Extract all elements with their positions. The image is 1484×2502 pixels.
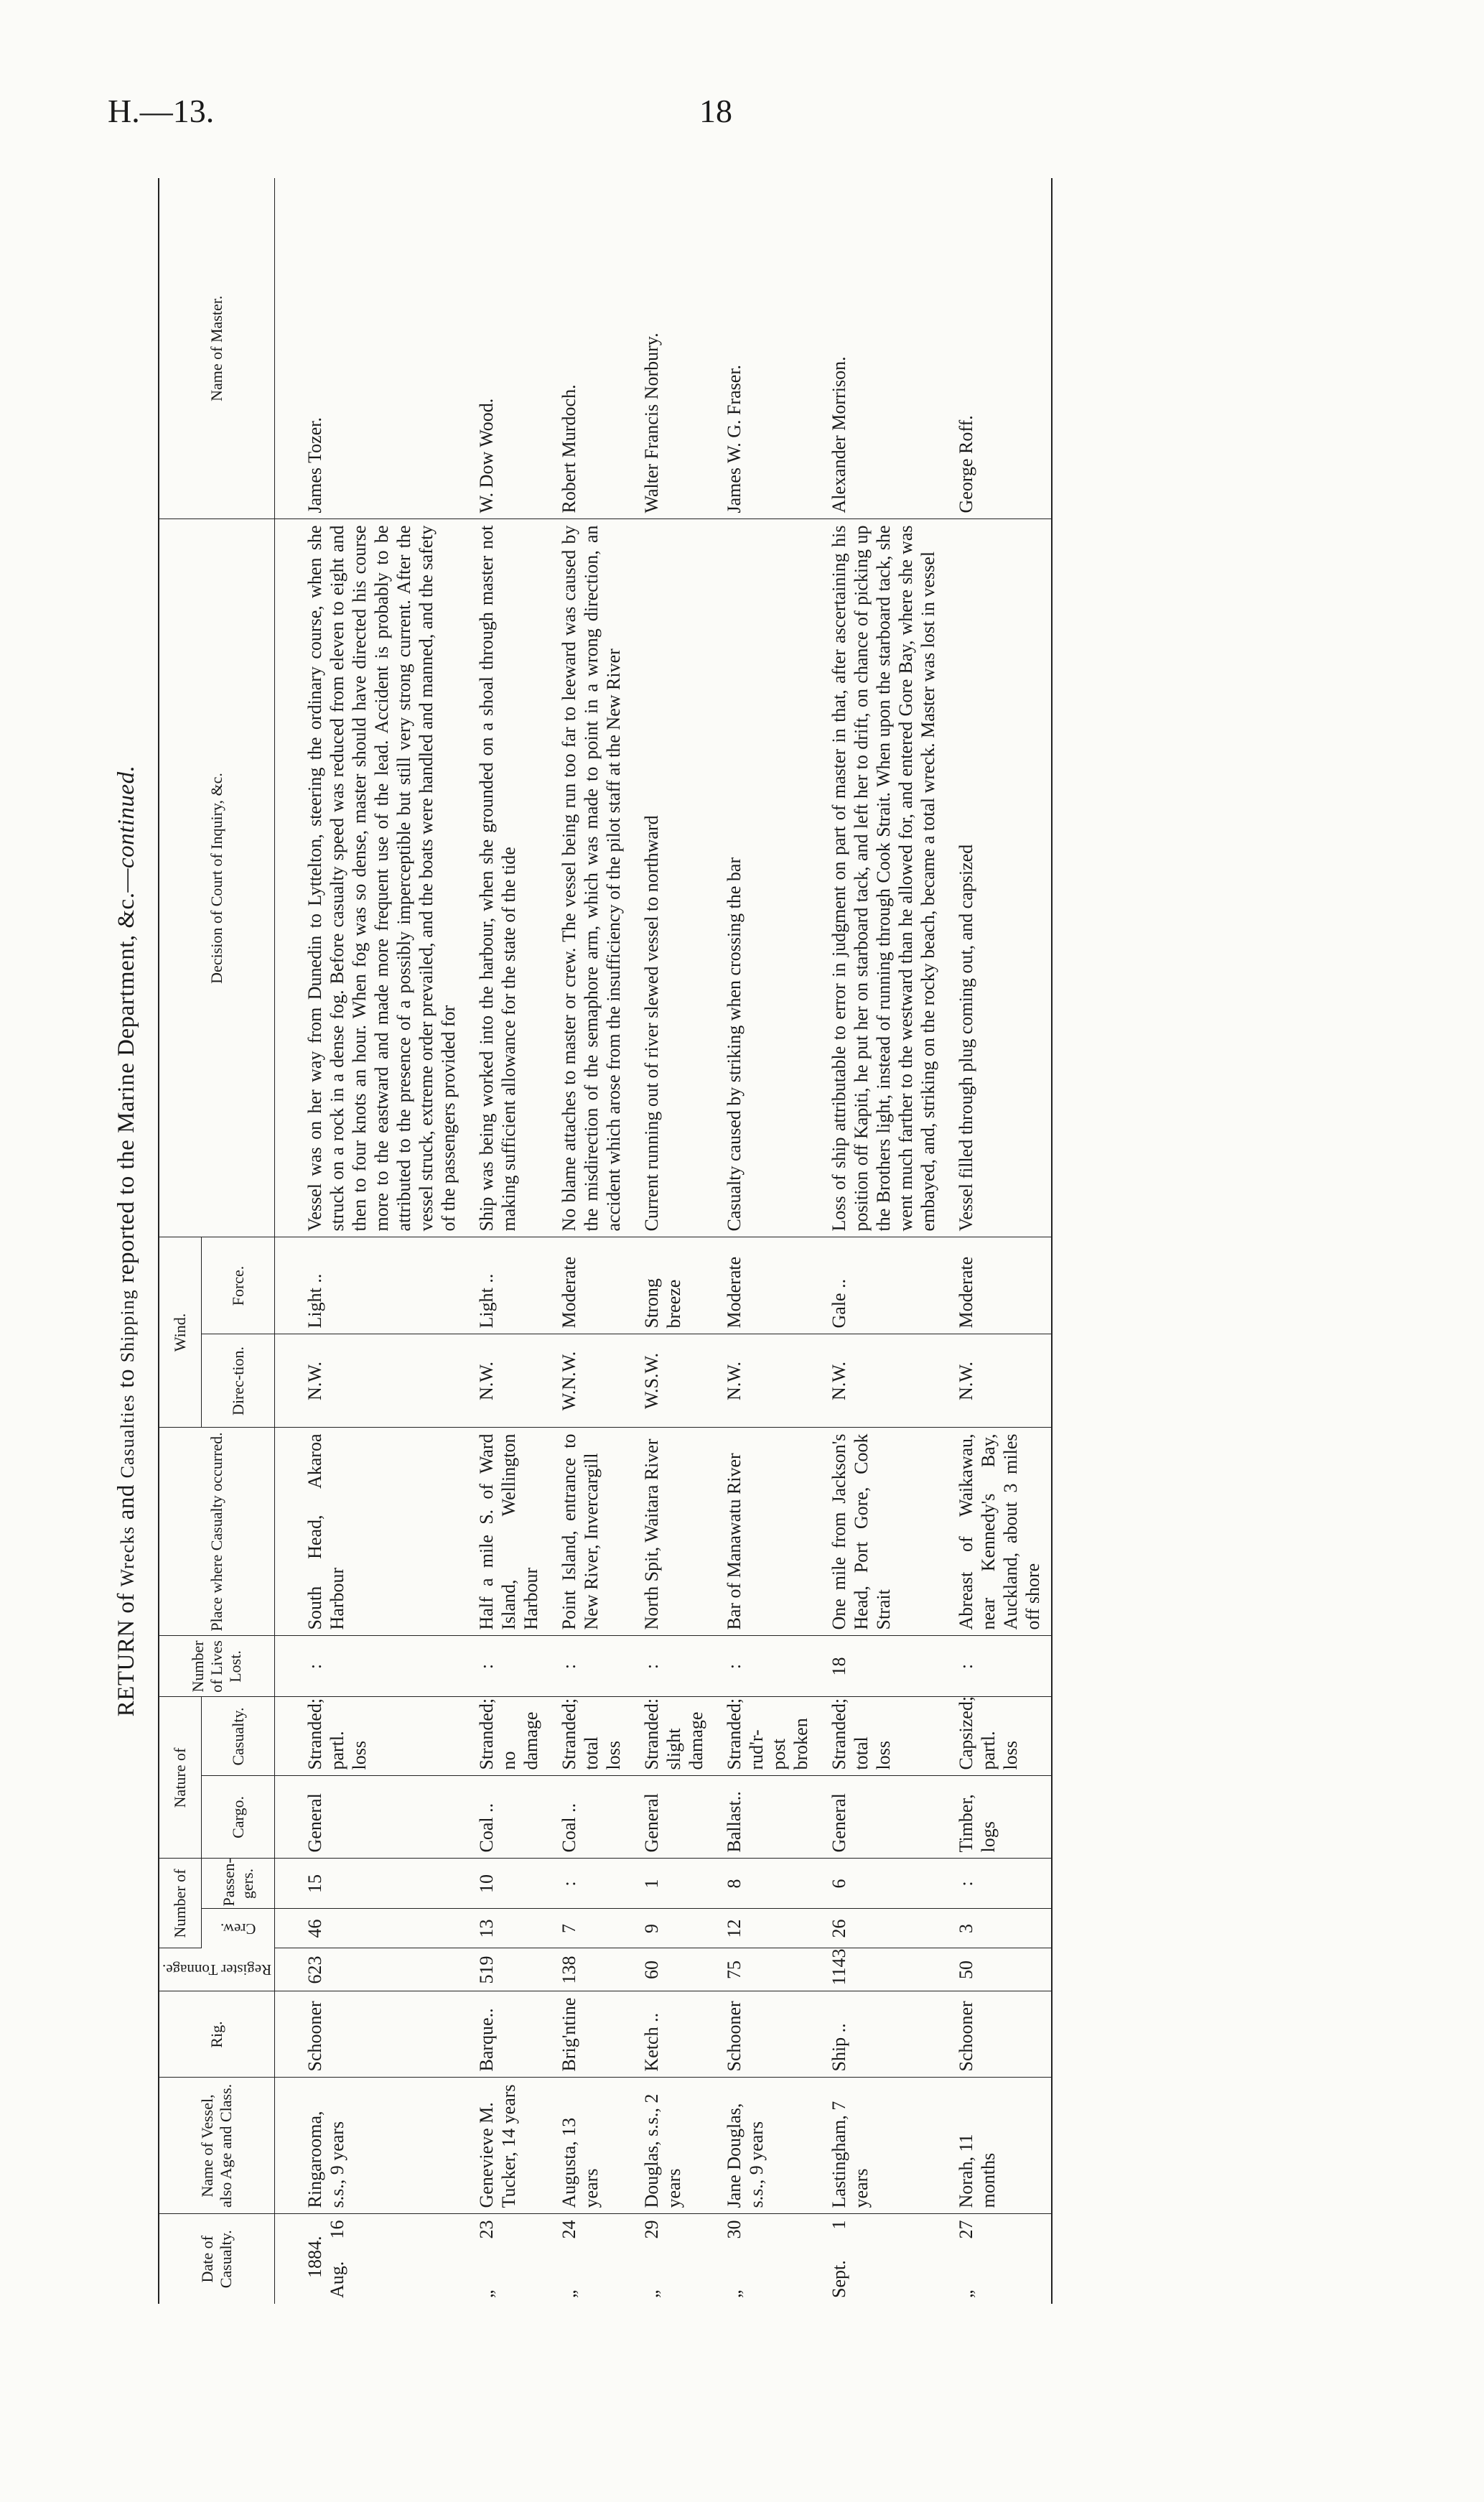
force-cell: Light ..	[459, 1237, 542, 1334]
date-cell: „ 24	[559, 2220, 580, 2298]
header-wind: Wind.	[159, 1237, 201, 1428]
vessel-cell: Ringarooma, s.s., 9 years	[275, 2078, 460, 2214]
vessel-cell: Douglas, s.s., 2 years	[625, 2078, 707, 2214]
tonnage-cell: 50	[939, 1948, 1052, 1991]
rig-cell: Schooner	[275, 1991, 460, 2078]
date-cell: „ 27	[939, 2214, 1052, 2304]
tonnage-cell: 519	[459, 1948, 542, 1991]
place-cell: Bar of Manawatu River	[707, 1428, 812, 1636]
passengers-cell: 6	[812, 1859, 939, 1909]
place-cell: South Head, Akaroa Harbour	[275, 1428, 460, 1636]
date-cell: Sept. 1	[829, 2220, 850, 2298]
vessel-cell: Norah, 11 months	[939, 2078, 1052, 2214]
rig-cell: Brig'ntine	[542, 1991, 625, 2078]
header-master: Name of Master.	[159, 178, 275, 519]
casualty-cell: Stranded; total loss	[542, 1697, 625, 1776]
rig-cell: Ketch ..	[625, 1991, 707, 2078]
date-cell: „ 29	[641, 2220, 663, 2298]
lives-cell: :	[707, 1636, 812, 1697]
tonnage-cell: 60	[625, 1948, 707, 1991]
passengers-cell: :	[939, 1859, 1052, 1909]
crew-cell: 3	[939, 1909, 1052, 1948]
tonnage-cell: 75	[707, 1948, 812, 1991]
decision-cell: Loss of ship attributable to error in judgment on part of master in that, after ascertaining his position off Kapiti, he put her on starboard tack, and left her to drift, on chance of picking up the Brothers light, instead of running through Cook Strait. When upon the starboard tack, she went much farther to the westward than he allowed for, and entered Gore Bay, where she was embayed, and, striking on the rocky beach, became a total wreck. Master was lost in vessel	[812, 519, 939, 1237]
crew-cell: 9	[625, 1909, 707, 1948]
direction-cell: N.W.	[939, 1334, 1052, 1428]
rig-cell: Barque..	[459, 1991, 542, 2078]
header-lives-lost: Number of Lives Lost.	[159, 1636, 275, 1697]
table-row	[542, 178, 625, 2304]
header-number-of: Number of	[159, 1859, 201, 1948]
crew-cell: 46	[275, 1909, 460, 1948]
casualty-cell: Capsized; partl. loss	[939, 1697, 1052, 1776]
place-cell: North Spit, Waitara River	[625, 1428, 707, 1636]
header-direction: Direc-tion.	[201, 1334, 274, 1428]
direction-cell: N.W.	[812, 1334, 939, 1428]
header-cargo: Cargo.	[201, 1776, 274, 1859]
master-cell: James W. G. Fraser.	[707, 178, 812, 519]
casualty-cell: Stranded; partl. loss	[275, 1697, 460, 1776]
table-row	[459, 178, 542, 2304]
force-cell: Gale ..	[812, 1237, 939, 1334]
table-row	[939, 178, 1052, 2304]
master-cell: Robert Murdoch.	[542, 178, 625, 519]
lives-cell: :	[275, 1636, 460, 1697]
header-decision: Decision of Court of Inquiry, &c.	[159, 519, 275, 1237]
header-force: Force.	[201, 1237, 274, 1334]
force-cell: Moderate	[542, 1237, 625, 1334]
cargo-cell: General	[625, 1776, 707, 1859]
place-cell: Abreast of Waikawau, near Kennedy's Bay, Auckland, about 3 miles off shore	[939, 1428, 1052, 1636]
master-cell: James Tozer.	[275, 178, 460, 519]
force-cell: Moderate	[939, 1237, 1052, 1334]
cargo-cell: General	[812, 1776, 939, 1859]
lives-cell: :	[459, 1636, 542, 1697]
casualty-cell: Stranded: slight damage	[625, 1697, 707, 1776]
direction-cell: W.S.W.	[625, 1334, 707, 1428]
document-reference: H.—13.	[108, 93, 215, 129]
decision-cell: Vessel filled through plug coming out, and capsized	[939, 519, 1052, 1237]
table-row	[625, 178, 707, 2304]
rig-cell: Schooner	[939, 1991, 1052, 2078]
table-title: RETURN of Wrecks and Casualties to Shipping reported to the Marine Department, &c.—continued.	[113, 765, 139, 1717]
header-nature-of: Nature of	[159, 1697, 201, 1859]
cargo-cell: Coal ..	[459, 1776, 542, 1859]
passengers-cell: 1	[625, 1859, 707, 1909]
cargo-cell: General	[275, 1776, 460, 1859]
header-date: Date of Casualty.	[159, 2214, 275, 2304]
lives-cell: :	[542, 1636, 625, 1697]
date-cell: 1884. Aug. 16	[304, 2220, 348, 2298]
cargo-cell: Coal ..	[542, 1776, 625, 1859]
place-cell: One mile from Jackson's Head, Port Gore, Cook Strait	[812, 1428, 939, 1636]
passengers-cell: 15	[275, 1859, 460, 1909]
direction-cell: N.W.	[707, 1334, 812, 1428]
header-place: Place where Casualty occurred.	[159, 1428, 275, 1636]
passengers-cell: 10	[459, 1859, 542, 1909]
rotated-table-area	[108, 178, 1450, 2304]
casualty-cell: Stranded; rud'r-post broken	[707, 1697, 812, 1776]
force-cell: Strong breeze	[625, 1237, 707, 1334]
master-cell: Walter Francis Norbury.	[625, 178, 707, 519]
table-row	[707, 178, 812, 2304]
table-row	[812, 178, 939, 2304]
casualty-cell: Stranded; total loss	[812, 1697, 939, 1776]
lives-cell: :	[625, 1636, 707, 1697]
vessel-cell: Jane Douglas, s.s., 9 years	[707, 2078, 812, 2214]
place-cell: Half a mile S. of Ward Island, Wellington Harbour	[459, 1428, 542, 1636]
direction-cell: N.W.	[275, 1334, 460, 1428]
force-cell: Light ..	[275, 1237, 460, 1334]
passengers-cell: :	[542, 1859, 625, 1909]
vessel-cell: Augusta, 13 years	[542, 2078, 625, 2214]
direction-cell: N.W.	[459, 1334, 542, 1428]
header-passengers: Passen-gers.	[201, 1859, 274, 1909]
decision-cell: Casualty caused by striking when crossing the bar	[707, 519, 812, 1237]
master-cell: W. Dow Wood.	[459, 178, 542, 519]
header-tonnage: Register Tonnage.	[159, 1948, 275, 1991]
cargo-cell: Ballast..	[707, 1776, 812, 1859]
force-cell: Moderate	[707, 1237, 812, 1334]
place-cell: Point Island, entrance to New River, Invercargill	[542, 1428, 625, 1636]
master-cell: George Roff.	[939, 178, 1052, 519]
casualty-cell: Stranded; no damage	[459, 1697, 542, 1776]
vessel-cell: Genevieve M. Tucker, 14 years	[459, 2078, 542, 2214]
table-row	[275, 178, 460, 2304]
passengers-cell: 8	[707, 1859, 812, 1909]
crew-cell: 12	[707, 1909, 812, 1948]
casualty-table	[158, 178, 1053, 2304]
tonnage-cell: 623	[275, 1948, 460, 1991]
crew-cell: 26	[812, 1909, 939, 1948]
crew-cell: 13	[459, 1909, 542, 1948]
tonnage-cell: 138	[542, 1948, 625, 1991]
lives-cell: :	[939, 1636, 1052, 1697]
date-cell: „ 23	[476, 2220, 498, 2298]
header-crew: Crew.	[201, 1909, 274, 1948]
rig-cell: Ship ..	[812, 1991, 939, 2078]
decision-cell: Current running out of river slewed vessel to northward	[625, 519, 707, 1237]
rig-cell: Schooner	[707, 1991, 812, 2078]
tonnage-cell: 1143	[812, 1948, 939, 1991]
cargo-cell: Timber, logs	[939, 1776, 1052, 1859]
crew-cell: 7	[542, 1909, 625, 1948]
decision-cell: Vessel was on her way from Dunedin to Lyttelton, steering the ordinary course, when she struck on a rock in a dense fog. Before casualty speed was reduced from eleven to eight and then to four knots an hour. When fog was so dense, master should have directed his course more to the eastward and made more frequent use of the lead. Accident is probably to be attributed to the presence of a possibly imperceptible but still very strong current. After the vessel struck, extreme order prevailed, and the boats were handled and manned, and the safety of the passengers provided for	[275, 519, 460, 1237]
page-number: 18	[699, 93, 732, 129]
header-rig: Rig.	[159, 1991, 275, 2078]
decision-cell: No blame attaches to master or crew. The vessel being run too far to leeward was caused by the misdirection of the semaphore arm, which was made to point in a wrong direction, an accident which arose from the insufficiency of the pilot staff at the New River	[542, 519, 625, 1237]
master-cell: Alexander Morrison.	[812, 178, 939, 519]
vessel-cell: Lastingham, 7 years	[812, 2078, 939, 2214]
header-casualty: Casualty.	[201, 1697, 274, 1776]
date-cell: „ 30	[724, 2220, 745, 2298]
direction-cell: W.N.W.	[542, 1334, 625, 1428]
lives-cell: 18	[812, 1636, 939, 1697]
decision-cell: Ship was being worked into the harbour, when she grounded on a shoal through master not making sufficient allowance for the state of the tide	[459, 519, 542, 1237]
header-vessel: Name of Vessel, also Age and Class.	[159, 2078, 275, 2214]
